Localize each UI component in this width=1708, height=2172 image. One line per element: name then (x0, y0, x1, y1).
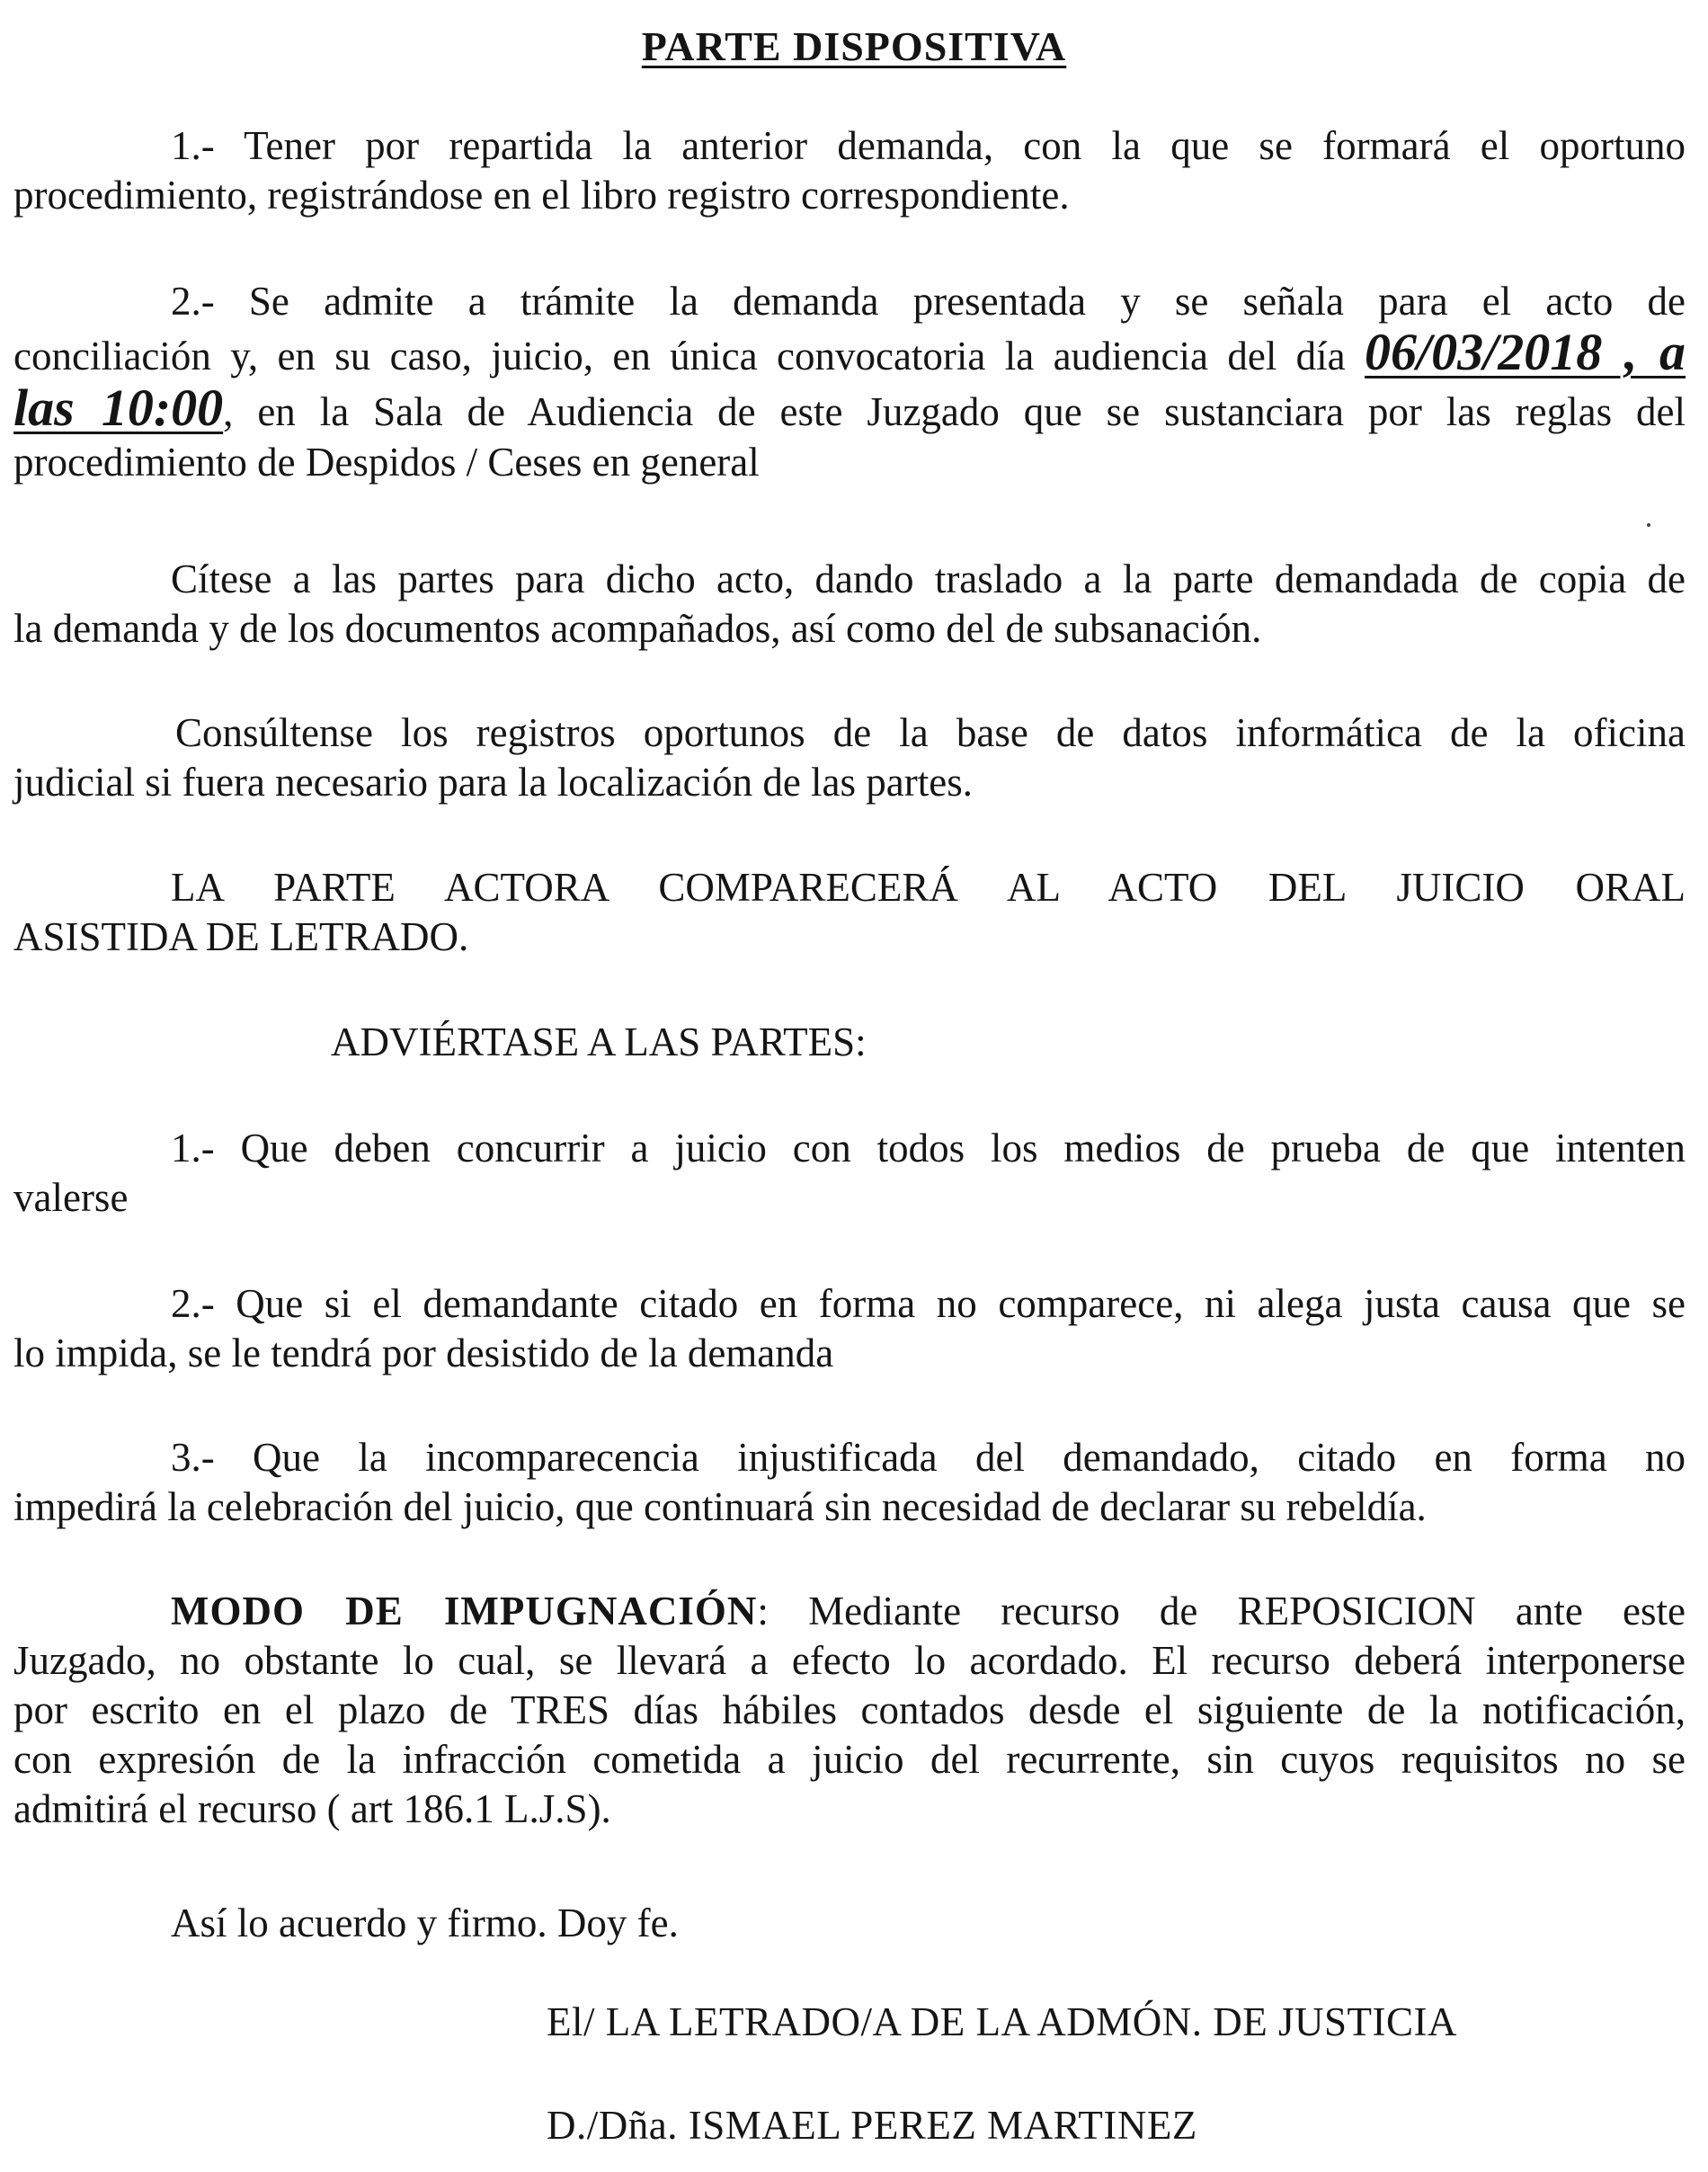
impugnacion-line-1: : Mediante recurso de REPOSICION ante este (757, 1589, 1686, 1633)
hearing-time: las 10:00 (13, 378, 224, 437)
paragraph-2-line-1: 2.- Se admite a trámite la demanda presentada y se señala para el acto de (171, 279, 1686, 324)
closing-text: Así lo acuerdo y firmo. Doy fe. (171, 1900, 679, 1945)
impugnacion-line-3: por escrito en el plazo de TRES días hábiles contados desde el siguiente de la notificación, (13, 1687, 1686, 1732)
paragraph-1 (13, 121, 1686, 220)
paragraph-4-line-1: Consúltense los registros oportunos de la base de datos informática de la oficina (175, 710, 1686, 755)
paragraph-1-line-1: 1.- Tener por repartida la anterior demanda, con la que se formará el oportuno (171, 123, 1686, 168)
impugnacion-line-4: con expresión de la infracción cometida a juicio del recurrente, sin cuyos requisitos no se (13, 1737, 1686, 1782)
signature-name: D./Dña. ISMAEL PEREZ MARTINEZ (547, 2103, 1197, 2148)
document-title: PARTE DISPOSITIVA (641, 23, 1067, 69)
advertencia-1 (13, 1124, 1686, 1223)
hearing-date: 06/03/2018 , a (1365, 323, 1686, 381)
closing-paragraph (13, 1899, 1686, 1948)
paragraph-3-line-1: Cítese a las partes para dicho acto, dando traslado a la parte demandada de copia de (171, 556, 1686, 601)
paragraph-3 (13, 555, 1686, 654)
advertencia-2-line-1: 2.- Que si el demandante citado en forma no comparece, ni alega justa causa que se (171, 1281, 1686, 1326)
advertencia-1-line-1: 1.- Que deben concurrir a juicio con todos los medios de prueba de que intenten (171, 1126, 1686, 1171)
advertencia-3-line-1: 3.- Que la incomparecencia injustificada del demandado, citado en forma no (171, 1435, 1686, 1480)
paragraph-5-line-2: ASISTIDA DE LETRADO. (13, 914, 469, 959)
advertencia-heading: ADVIÉRTASE A LAS PARTES: (331, 1019, 867, 1064)
impugnacion-line-5: admitirá el recurso ( art 186.1 L.J.S). (13, 1786, 611, 1831)
impugnacion-paragraph (13, 1587, 1686, 1834)
advertencia-3-line-2: impedirá la celebración del juicio, que continuará sin necesidad de declarar su rebeldía. (13, 1484, 1427, 1529)
advertencia-2-line-2: lo impida, se le tendrá por desistido de la demanda (13, 1331, 834, 1375)
paragraph-4-line-2: judicial si fuera necesario para la localización de las partes. (13, 760, 973, 805)
advertencia-3 (13, 1433, 1686, 1532)
impugnacion-label: MODO DE IMPUGNACIÓN (171, 1589, 758, 1633)
paragraph-3-line-2: la demanda y de los documentos acompañados, así como del de subsanación. (13, 606, 1262, 651)
paragraph-4 (13, 708, 1686, 807)
paragraph-1-line-2: procedimiento, registrándose en el libro registro correspondiente. (13, 173, 1070, 218)
paragraph-2 (13, 277, 1686, 487)
paragraph-2-line-3: , en la Sala de Audiencia de este Juzgado que se sustanciara por las reglas del (223, 389, 1686, 434)
scan-speck (1647, 523, 1650, 527)
paragraph-2-line-4: procedimiento de Despidos / Ceses en general (13, 440, 760, 485)
impugnacion-line-2: Juzgado, no obstante lo cual, se llevará a efecto lo acordado. El recurso deberá interponerse (13, 1638, 1686, 1683)
paragraph-5 (13, 863, 1686, 962)
paragraph-5-line-1: LA PARTE ACTORA COMPARECERÁ AL ACTO DEL JUICIO ORAL (171, 865, 1686, 910)
advertencia-2 (13, 1279, 1686, 1378)
signature-role: El/ LA LETRADO/A DE LA ADMÓN. DE JUSTICIA (547, 1999, 1457, 2044)
paragraph-2-line-2: conciliación y, en su caso, juicio, en única convocatoria la audiencia del día (13, 334, 1366, 378)
advertencia-1-line-2: valerse (13, 1175, 129, 1220)
